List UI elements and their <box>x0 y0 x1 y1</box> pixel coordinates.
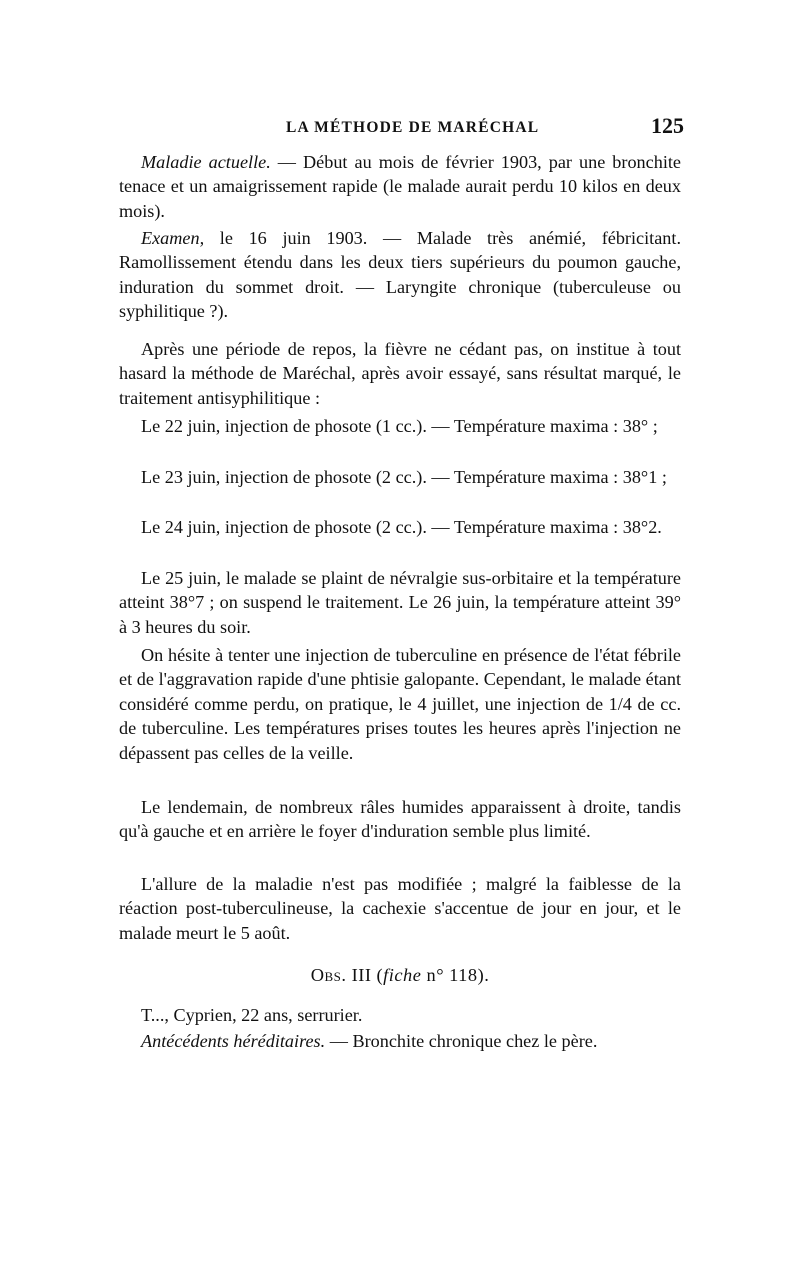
patient-line: T..., Cyprien, 22 ans, serrurier. <box>141 1005 363 1025</box>
page-number: 125 <box>651 113 684 138</box>
observation-ref-open: ( <box>376 965 384 985</box>
running-title: LA MÉTHODE DE MARÉCHAL <box>286 119 540 136</box>
paragraph-allure: L'allure de la maladie n'est pas modifiée ; malgré la faiblesse de la réaction post-tuberculineuse, la cachexie s'accentue de jour en jour, et le malade meurt le 5 août. <box>119 874 681 943</box>
paragraph-23-juin: Le 23 juin, injection de phosote (2 cc.). — Température maxima : 38°1 ; <box>141 467 667 487</box>
paragraph-22-juin: Le 22 juin, injection de phosote (1 cc.). — Température maxima : 38° ; <box>141 416 658 436</box>
observation-heading <box>0 965 800 986</box>
paragraph-24-juin: Le 24 juin, injection de phosote (2 cc.). — Température maxima : 38°2. <box>141 517 662 537</box>
section-lead: Antécédents héréditaires. <box>141 1031 326 1051</box>
paragraph-maladie-actuelle <box>119 150 681 223</box>
section-lead: Examen, <box>141 228 205 248</box>
paragraph-tuberculine: On hésite à tenter une injection de tuberculine en présence de l'état fébrile et de l'aggravation rapide d'une phtisie galopante. Cependant, le malade étant considéré comme perdu, on pratique, le 4 juillet, une injection de 1/4 de cc. de tuberculine. Les températures prises toutes les heures après l'injection ne dépassent pas celles de la veille. <box>119 645 681 763</box>
paragraph-text: — Bronchite chronique chez le père. <box>325 1031 598 1051</box>
observation-label: Obs. III <box>310 965 372 985</box>
paragraph-text: — Début au mois de février 1903, par une bronchite tenace et un amaigrissement rapide (le malade aurait perdu 10 kilos en deux mois). <box>119 152 681 221</box>
observation-ref-word: fiche <box>383 965 422 985</box>
running-header <box>286 113 684 141</box>
paragraph-apres-repos: Après une période de repos, la fièvre ne cédant pas, on institue à tout hasard la méthode de Maréchal, après avoir essayé, sans résultat marqué, le traitement antisyphilitique : <box>119 339 681 408</box>
paragraph-text: le 16 juin 1903. — Malade très anémié, fébricitant. Ramollissement étendu dans les deux tiers supérieurs du poumon gauche, induration du sommet droit. — Laryngite chronique (tuberculeuse ou syphilitique ?). <box>119 228 681 322</box>
observation-ref-num: n° 118). <box>421 965 490 985</box>
paragraph-lendemain: Le lendemain, de nombreux râles humides apparaissent à droite, tandis qu'à gauche et en arrière le foyer d'induration semble plus limité. <box>119 797 681 842</box>
paragraph-examen <box>119 226 681 324</box>
section-lead: Maladie actuelle. <box>141 152 271 172</box>
paragraph-antecedents <box>119 1029 681 1053</box>
paragraph-25-juin: Le 25 juin, le malade se plaint de névralgie sus-orbitaire et la température atteint 38°7 ; on suspend le traitement. Le 26 juin, la température atteint 39° à 3 heures du soir. <box>119 568 681 637</box>
